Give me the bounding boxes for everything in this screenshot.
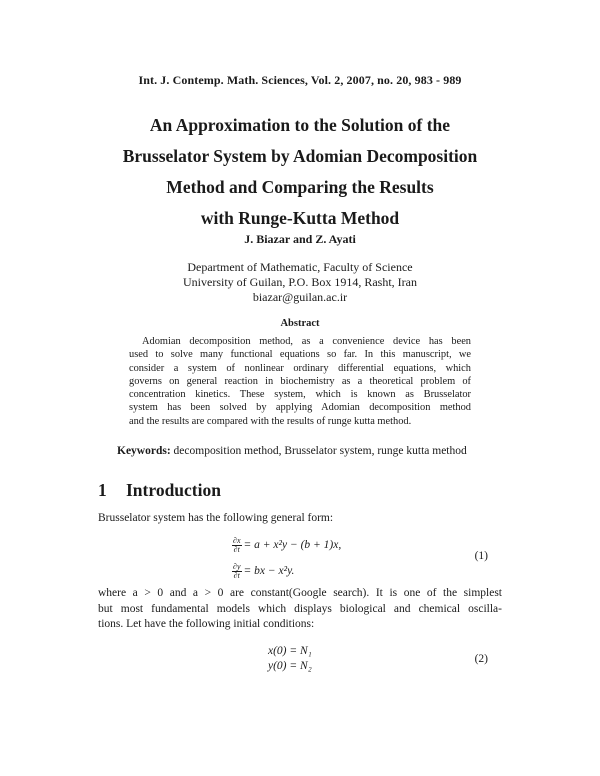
- affiliation-university: University of Guilan, P.O. Box 1914, Rasht, Iran: [183, 275, 417, 289]
- paragraph-line: but most fundamental models which displays biological and chemical oscilla-: [98, 602, 502, 615]
- section-heading: [98, 480, 221, 501]
- equation-2-number: (2): [474, 653, 488, 665]
- abstract-line: consider a system of nonlinear ordinary differential equations, which: [129, 362, 471, 374]
- abstract-body: [129, 335, 471, 428]
- section-title: Introduction: [126, 480, 221, 500]
- title-line: An Approximation to the Solution of the: [149, 115, 451, 135]
- affiliation-email: biazar@guilan.ac.ir: [252, 290, 348, 304]
- authors: J. Biazar and Z. Ayati: [244, 232, 356, 246]
- derivative-dx-dt: $\frac{\partial x}{\partial t}$: [233, 536, 241, 554]
- equation-1-line-2: $\frac{\partial y}{\partial t}$ = bx − x²y.: [233, 562, 295, 580]
- equation-2-line-1: x(0) = N₁: [268, 645, 312, 657]
- abstract-line: Adomian decomposition method, as a convenience device has been: [142, 336, 471, 347]
- abstract-line: governs on general reaction in biochemistry as a theoretical problem of: [129, 375, 471, 387]
- affiliation: [0, 260, 600, 305]
- keywords-label: Keywords:: [117, 445, 171, 457]
- title-line: with Runge-Kutta Method: [200, 208, 400, 228]
- equation-1-line-1: $\frac{\partial x}{\partial t}$ = a + x²y − (b + 1)x,: [233, 536, 342, 554]
- equation-1-number: (1): [474, 550, 488, 562]
- abstract-line: concentration kinetics. These system, which is known as Brusselator: [129, 389, 471, 401]
- paragraph: [98, 586, 502, 633]
- affiliation-department: Department of Mathematic, Faculty of Science: [187, 260, 413, 274]
- title-line: Brusselator System by Adomian Decomposition: [122, 146, 478, 166]
- derivative-dy-dt: $\frac{\partial y}{\partial t}$: [233, 562, 241, 580]
- abstract-heading: Abstract: [280, 318, 320, 329]
- paragraph: Brusselator system has the following general form:: [98, 512, 334, 524]
- title-line: Method and Comparing the Results: [166, 177, 434, 197]
- keywords: [117, 445, 517, 457]
- paragraph-line: where a > 0 and a > 0 are constant(Google search). It is one of the simplest: [98, 587, 502, 599]
- keywords-text: decomposition method, Brusselator system, runge kutta method: [173, 445, 467, 457]
- abstract-line: system has been solved by applying Adomian decomposition method: [129, 402, 471, 414]
- journal-header: Int. J. Contemp. Math. Sciences, Vol. 2, 2007, no. 20, 983 - 989: [138, 73, 462, 87]
- equation-2-line-2: y(0) = N₂: [268, 660, 312, 672]
- paragraph-line: tions. Let have the following initial conditions:: [98, 618, 315, 630]
- paper-title: [60, 110, 540, 234]
- abstract-line: and the results are compared with the results of runge kutta method.: [129, 415, 412, 427]
- abstract-line: used to solve many functional equations so far. In this manuscript, we: [129, 349, 471, 361]
- section-number: 1: [98, 480, 107, 500]
